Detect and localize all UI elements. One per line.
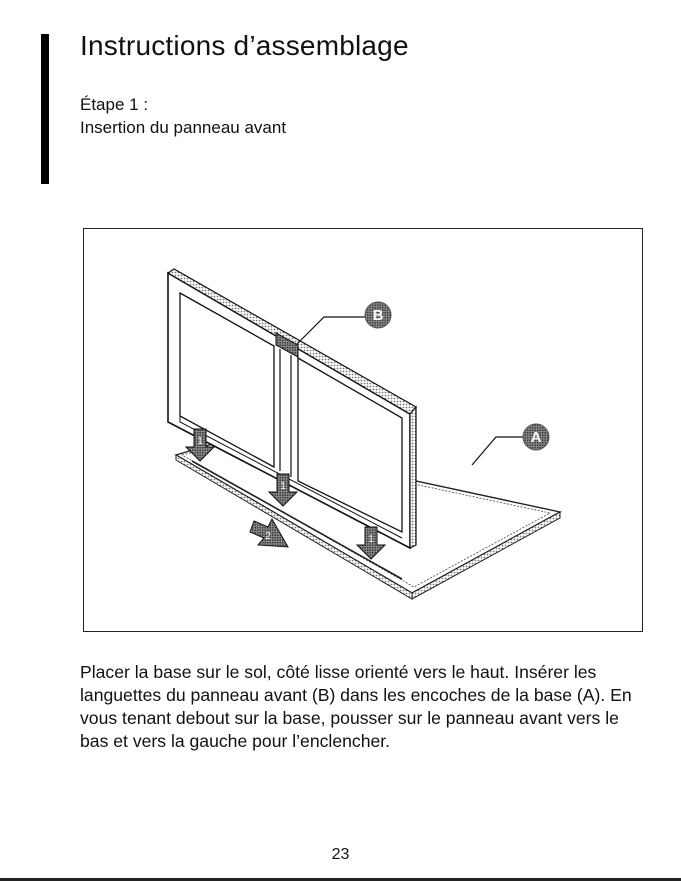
step-title: Insertion du panneau avant — [80, 118, 287, 137]
instruction-paragraph: Placer la base sur le sol, côté lisse orienté vers le haut. Insérer les languettes du panneau avant (B) dans les encoches de la base (A). En vous tenant debout sur la base, pousser sur le panneau avant vers le bas et vers la gauche pour l’enclencher. — [80, 662, 632, 751]
page-number: 23 — [331, 846, 350, 863]
arrow-1-label-left: 1 — [197, 436, 203, 447]
callout-a-label: A — [530, 429, 542, 446]
arrow-1-label-right: 1 — [368, 534, 374, 545]
callout-a — [472, 424, 549, 465]
page-title: Instructions d’assemblage — [80, 30, 409, 61]
callout-b-label: B — [372, 307, 384, 324]
assembly-drawing — [84, 229, 644, 633]
arrow-1-label-center: 1 — [280, 481, 286, 492]
push-arrow — [250, 519, 288, 547]
arrow-2-label: 2 — [265, 531, 271, 542]
assembly-illustration — [83, 228, 643, 632]
callout-b — [296, 302, 391, 345]
step-label: Étape 1 : — [80, 95, 149, 114]
section-marker-bar — [41, 34, 49, 184]
